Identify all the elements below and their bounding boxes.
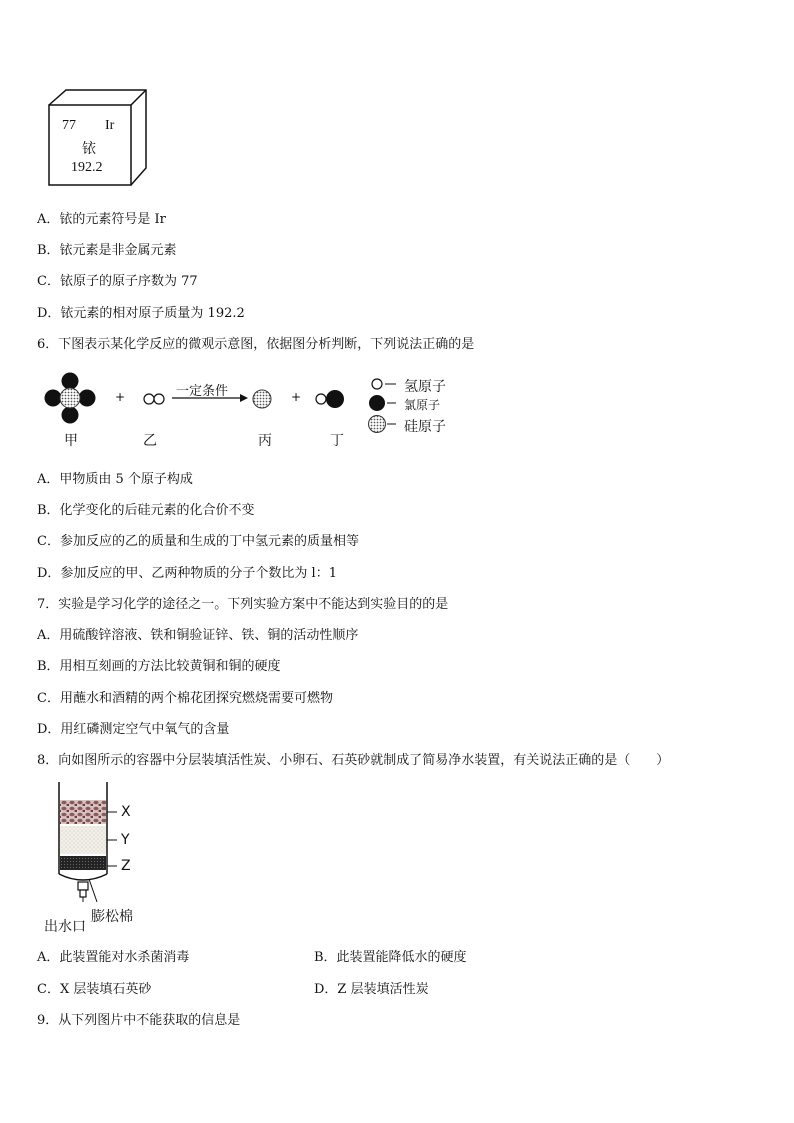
molecule-bing-icon xyxy=(253,390,271,408)
label-jia: 甲 xyxy=(64,433,78,449)
q7-option-a: A．用硫酸锌溶液、铁和铜验证锌、铁、铜的活动性顺序 xyxy=(37,628,359,643)
q6-option-c: C．参加反应的乙的质量和生成的丁中氢元素的质量相等 xyxy=(37,534,359,549)
legend-chlorine-label: 氯原子 xyxy=(404,398,441,412)
q6-option-d: D．参加反应的甲、乙两种物质的分子个数比为 l：1 xyxy=(37,566,337,581)
q8-option-d: D．Z 层装填活性炭 xyxy=(314,982,429,997)
plus-sign-1: + xyxy=(115,390,126,404)
cotton-label: 膨松棉 xyxy=(91,909,133,925)
q8-option-c: C．X 层装填石英砂 xyxy=(37,982,152,997)
legend-silicon-label: 硅原子 xyxy=(404,419,446,435)
reaction-condition: 一定条件 xyxy=(176,384,229,399)
molecule-ding-icon xyxy=(316,390,344,408)
q8-option-b: B．此装置能降低水的硬度 xyxy=(314,950,467,965)
element-atomic-number: 77 xyxy=(62,118,76,133)
molecule-jia-icon xyxy=(45,373,96,424)
q7-option-d: D．用红磷测定空气中氧气的含量 xyxy=(37,722,230,737)
q5-option-b: B．铱元素是非金属元素 xyxy=(37,243,177,258)
q6-option-b: B．化学变化的后硅元素的化合价不变 xyxy=(37,503,255,518)
q7-option-c: C．用蘸水和酒精的两个棉花团探究燃烧需要可燃物 xyxy=(37,691,333,706)
q6-option-a: A．甲物质由 5 个原子构成 xyxy=(37,472,193,487)
label-ding: 丁 xyxy=(330,433,344,449)
q5-option-a: A．铱的元素符号是 Ir xyxy=(37,212,166,227)
plus-sign-2: + xyxy=(291,390,302,404)
q8-option-a: A．此装置能对水杀菌消毒 xyxy=(37,950,190,965)
element-mass: 192.2 xyxy=(71,160,103,175)
element-symbol: Ir xyxy=(105,118,115,133)
legend-hydrogen-icon xyxy=(372,379,396,389)
layer-y-label: Y xyxy=(121,832,130,848)
q9-stem: 9．从下列图片中不能获取的信息是 xyxy=(37,1013,241,1028)
q7-stem: 7．实验是学习化学的途径之一。下列实验方案中不能达到实验目的的是 xyxy=(37,597,449,612)
element-name: 铱 xyxy=(82,141,96,157)
label-bing: 丙 xyxy=(258,433,272,449)
label-yi: 乙 xyxy=(143,433,157,449)
q6-stem: 6．下图表示某化学反应的微观示意图，依据图分析判断，下列说法正确的是 xyxy=(37,337,475,352)
layer-x-label: X xyxy=(121,804,131,820)
q8-stem: 8．向如图所示的容器中分层装填活性炭、小卵石、石英砂就制成了简易净水装置，有关说法正确的是（ ） xyxy=(37,753,670,768)
q5-option-c: C．铱原子的原子序数为 77 xyxy=(37,274,198,289)
q7-option-b: B．用相互刻画的方法比较黄铜和铜的硬度 xyxy=(37,659,281,674)
reaction-diagram xyxy=(40,370,460,435)
legend-chlorine-icon xyxy=(369,395,396,411)
legend-hydrogen-label: 氢原子 xyxy=(404,379,446,395)
legend-silicon-icon xyxy=(369,416,397,433)
q5-option-d: D．铱元素的相对原子质量为 192.2 xyxy=(37,306,245,321)
layer-z-label: Z xyxy=(121,858,131,874)
outlet-label: 出水口 xyxy=(44,919,86,935)
molecule-yi-icon xyxy=(144,394,164,404)
